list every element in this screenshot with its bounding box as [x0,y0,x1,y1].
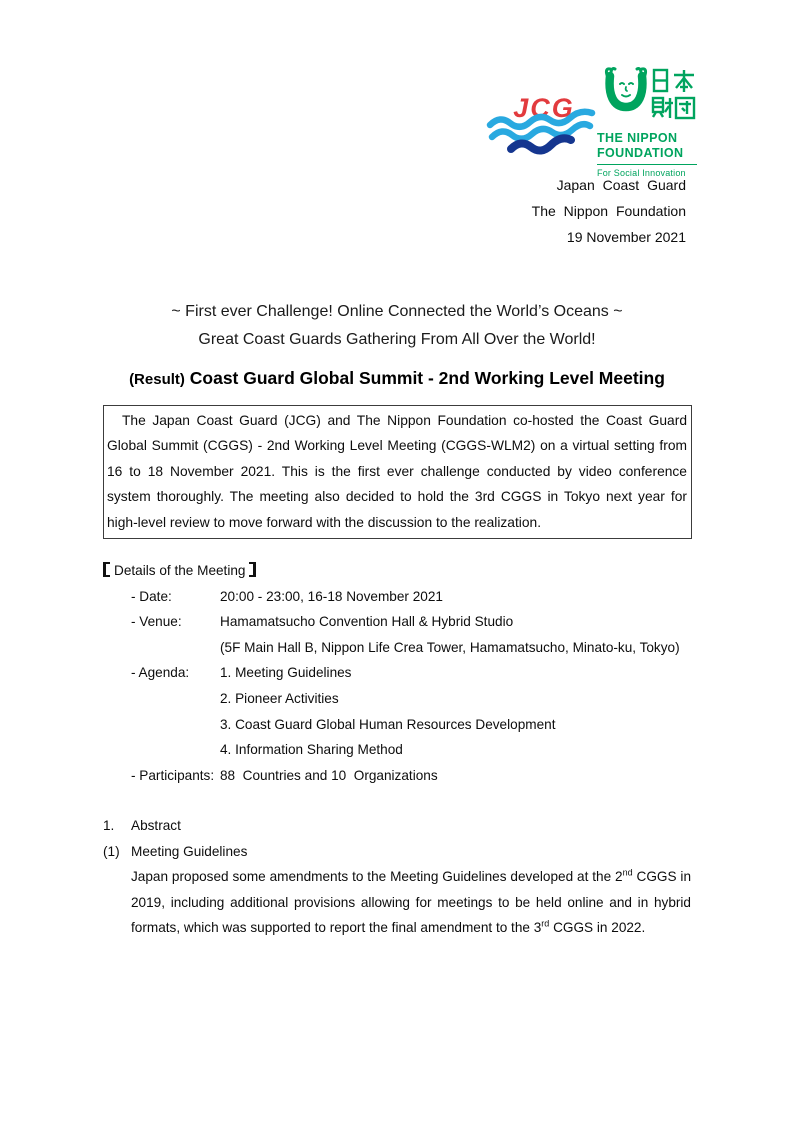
subtitle-line-1: ~ First ever Challenge! Online Connected the World’s Oceans ~ [171,303,623,320]
main-title [0,366,794,392]
left-lenticular-bracket-icon [103,562,110,577]
detail-value: (5F Main Hall B, Nippon Life Crea Tower, Hamamatsucho, Minato-ku, Tokyo) [220,639,680,655]
detail-label: - Venue: [131,614,182,630]
jcg-logo-text: JCG [513,93,575,123]
right-lenticular-bracket-icon [249,562,256,577]
detail-row-venue [131,609,693,635]
details-heading-text: Details of the Meeting [114,563,246,578]
main-title-prefix: (Result) [129,371,185,388]
detail-row-agenda-1 [131,660,693,686]
abstract-paragraph-part: CGGS in 2022. [549,920,646,936]
detail-value: 4. Information Sharing Method [220,742,403,758]
abstract-section-heading [103,813,693,839]
ordinal-superscript: rd [541,918,550,929]
details-heading [103,558,693,584]
detail-label [131,686,220,712]
abstract-section-number: 1. [103,818,115,833]
summary-box [103,405,692,539]
details-section [103,558,693,788]
detail-value: 3. Coast Guard Global Human Resources Development [220,716,556,732]
nippon-foundation-name-line2: FOUNDATION [597,145,684,160]
jcg-logo [486,88,598,160]
header-org1: Japan Coast Guard [556,177,686,193]
abstract-item-heading [103,839,693,865]
detail-row-agenda-4 [131,737,693,763]
detail-value: Hamamatsucho Convention Hall & Hybrid Studio [220,614,514,630]
detail-label [131,712,220,738]
detail-row-venue-address [131,635,693,661]
abstract-paragraph [131,864,691,941]
nippon-foundation-divider [597,164,697,165]
header-org2: The Nippon Foundation [531,203,686,219]
detail-label [131,737,220,763]
detail-row-date [131,584,693,610]
detail-value: 20:00 - 23:00, 16-18 November 2021 [220,588,443,604]
abstract-item-number: (1) [103,843,120,859]
jcg-waves-icon [490,112,592,151]
detail-label [131,635,220,661]
main-title-text: Coast Guard Global Summit - 2nd Working Level Meeting [184,368,665,388]
detail-value: 88 Countries and 10 Organizations [220,767,438,783]
nippon-foundation-logo [597,66,703,178]
nippon-foundation-tagline: For Social Innovation [597,168,686,178]
detail-row-agenda-2 [131,686,693,712]
header-meta [532,172,686,250]
detail-label: - Participants: [131,767,215,783]
abstract-paragraph-part: CGGS in 2019, including additional provisions allowing for meetings to be held online and in hybrid formats, which was supported to report the final amendment to the 3 [131,869,691,936]
detail-label: - Date: [131,588,172,604]
subtitle-line-2: Great Coast Guards Gathering From All Over the World! [198,331,596,348]
abstract-item-title: Meeting Guidelines [131,843,248,859]
detail-row-participants [131,763,693,789]
nippon-foundation-kanji-icon [653,70,694,118]
abstract-section-title: Abstract [131,818,181,833]
abstract-section [103,813,693,941]
ordinal-superscript: nd [622,867,633,878]
title-block [0,302,794,392]
nippon-foundation-icon [597,66,701,124]
detail-row-agenda-3 [131,712,693,738]
abstract-paragraph-part: Japan proposed some amendments to the Meeting Guidelines developed at the 2 [131,869,623,885]
detail-value: 2. Pioneer Activities [220,690,339,706]
detail-label: - Agenda: [131,665,190,681]
header-date: 19 November 2021 [566,229,686,245]
nippon-foundation-name-line1: THE NIPPON [597,131,678,145]
detail-value: 1. Meeting Guidelines [220,665,352,681]
summary-paragraph: The Japan Coast Guard (JCG) and The Nippon Foundation co-hosted the Coast Guard Global Summit (CGGS) - 2nd Working Level Meeting (CGGS-WLM2) on a virtual setting from 16 to 18 November 2021. This is the first ever challenge conducted by video conference system thoroughly. The meeting also decided to hold the 3rd CGGS in Tokyo next year for high-level review to move forward with the discussion to the realization. [107,413,687,530]
